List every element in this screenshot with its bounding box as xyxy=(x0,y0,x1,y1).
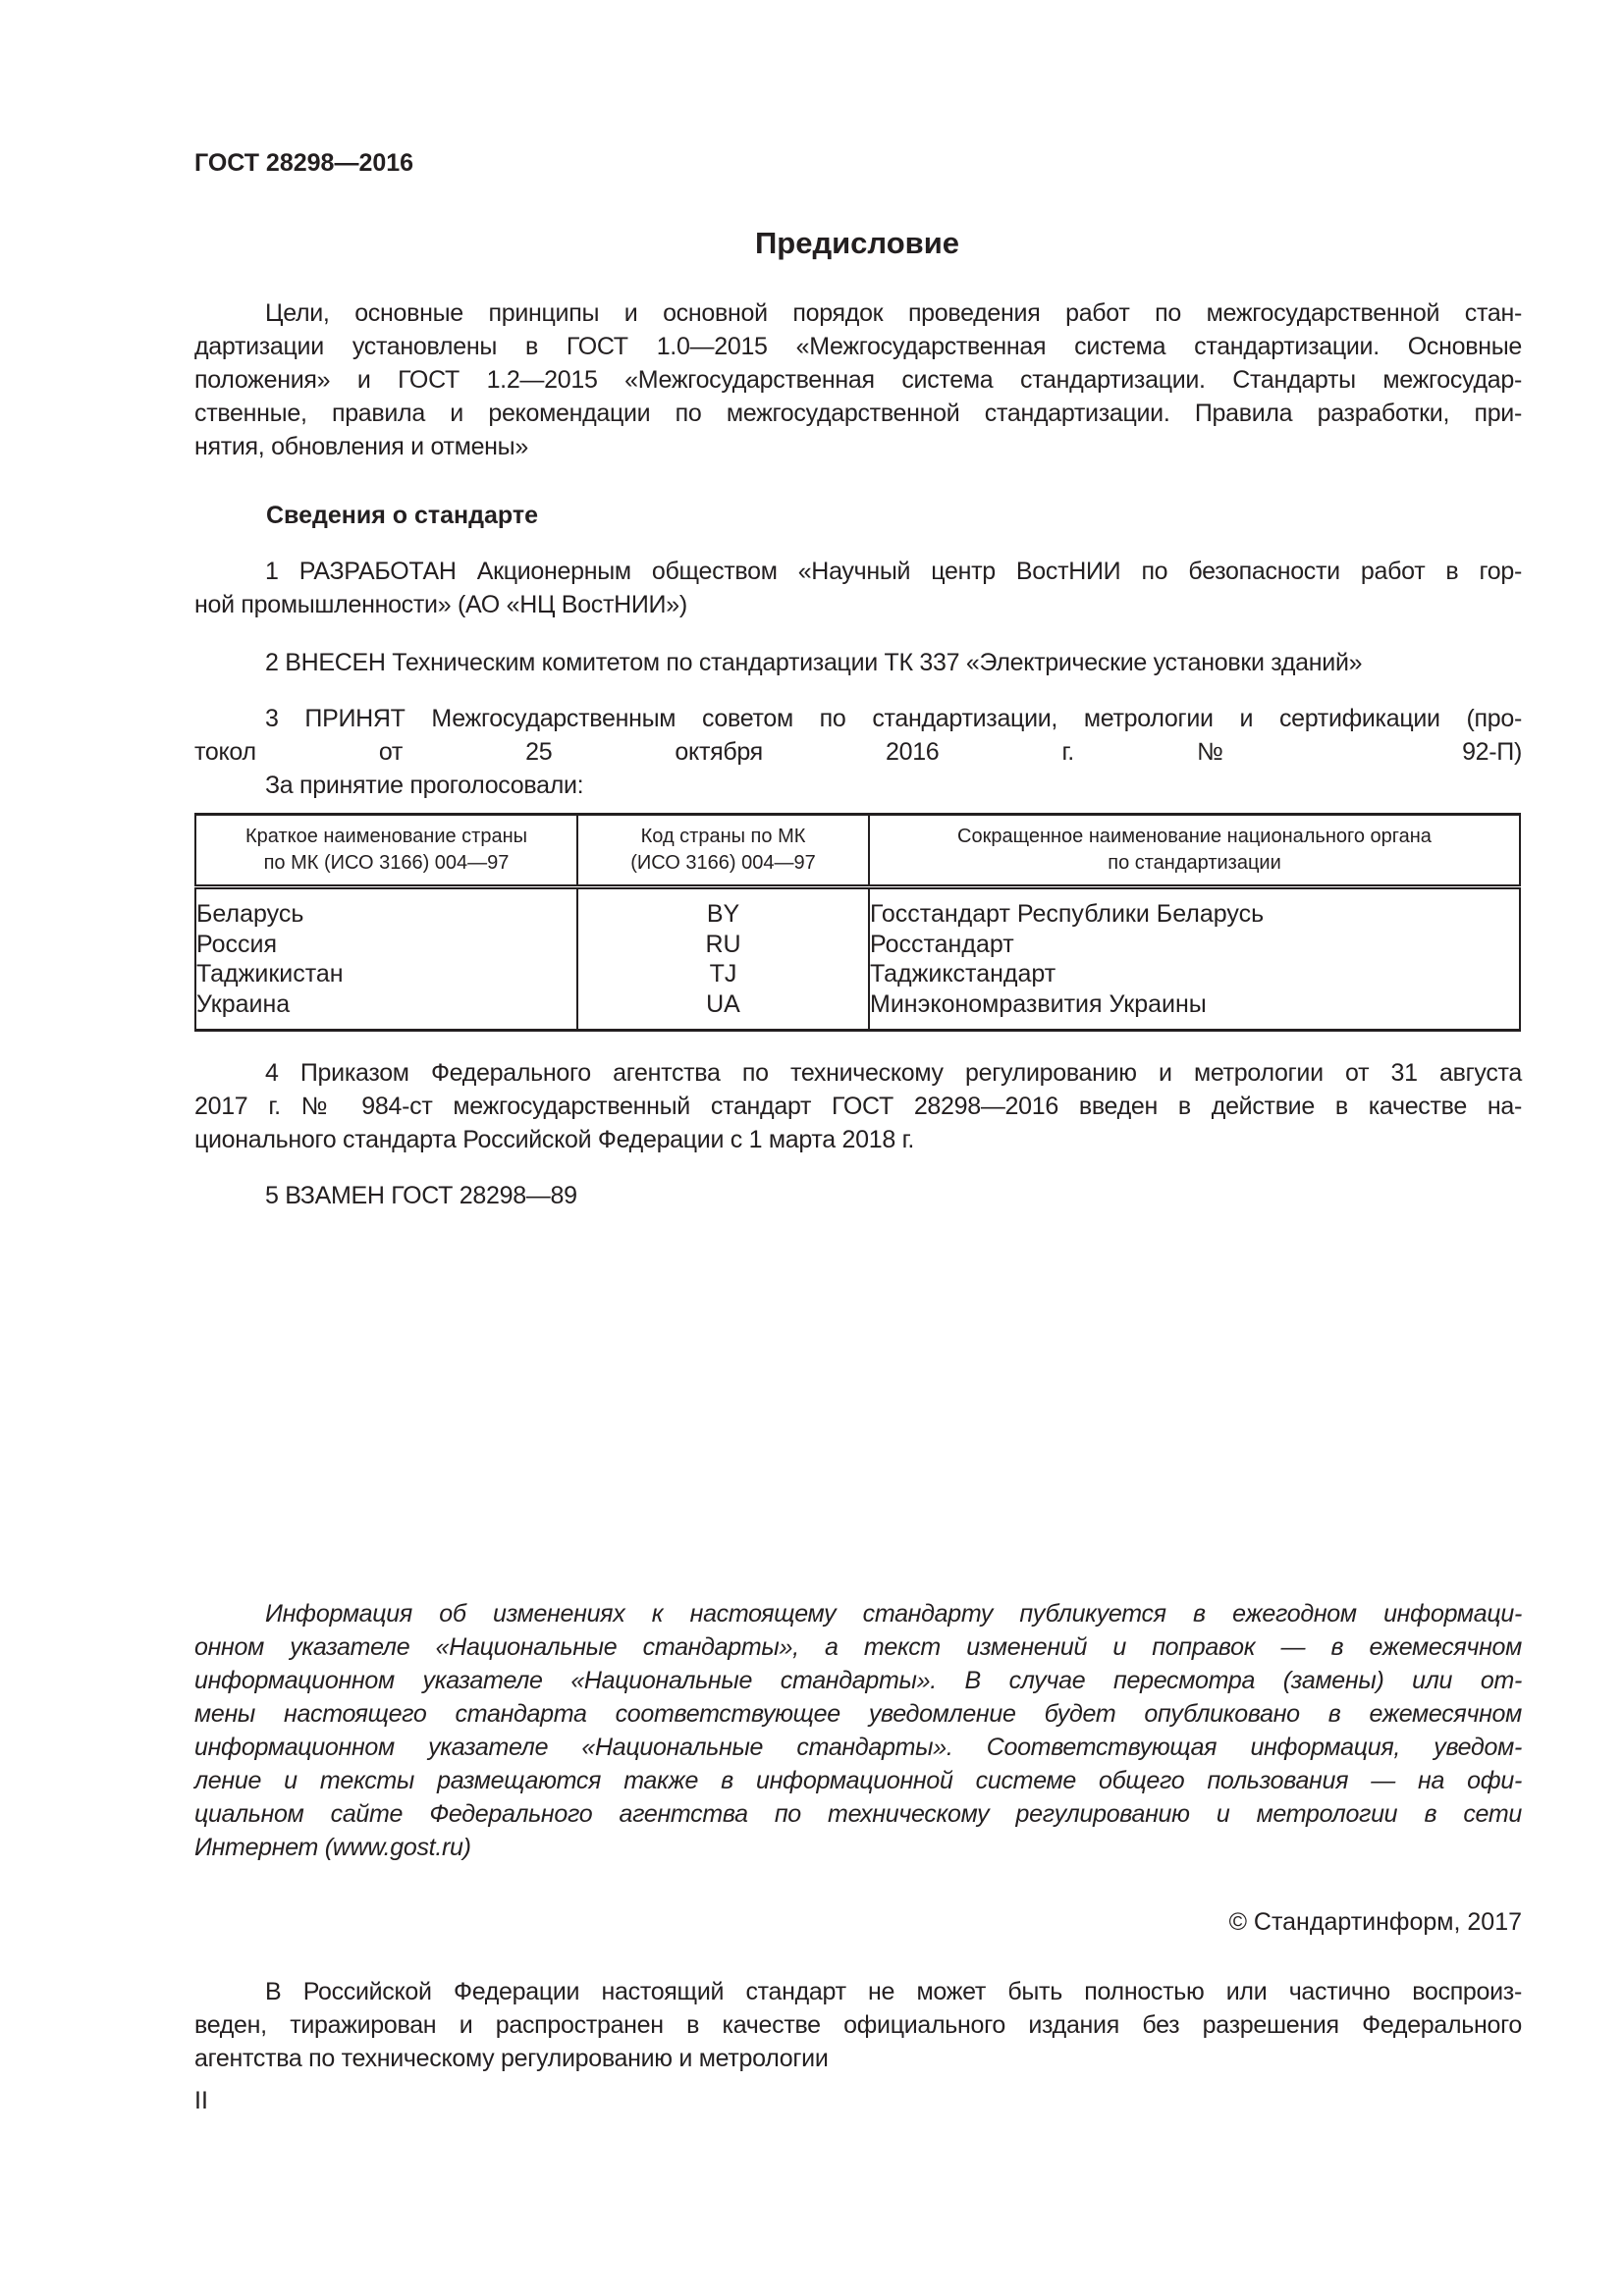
item-adopted xyxy=(194,702,1522,802)
item-introduced xyxy=(194,646,1522,679)
item-replaces xyxy=(194,1179,1522,1212)
text-line: ционального стандарта Российской Федерации с 1 марта 2018 г. xyxy=(194,1126,915,1153)
standards-body-column xyxy=(869,887,1520,1031)
standards-body-name: Таджикстандарт xyxy=(870,960,1056,988)
text-line: информационном указателе «Национальные стандарты». В случае пересмотра (замены) или от- xyxy=(194,1667,1522,1694)
text-line: онном указателе «Национальные стандарты», а текст изменений и поправок — в ежемесячном xyxy=(194,1633,1522,1661)
text-line: 5 ВЗАМЕН ГОСТ 28298—89 xyxy=(265,1182,577,1209)
standards-body-name: Минэкономразвития Украины xyxy=(870,989,1207,1018)
reproduction-note xyxy=(194,1975,1522,2075)
text-line: положения» и ГОСТ 1.2—2015 «Межгосударственная система стандартизации. Стандарты межгосудар- xyxy=(194,366,1522,394)
section-heading: Сведения о стандарте xyxy=(266,502,539,529)
text-line: За принятие проголосовали: xyxy=(265,772,584,799)
item-developed xyxy=(194,555,1522,621)
header-line: Код страны по МК xyxy=(640,826,806,847)
country-code: UA xyxy=(706,989,740,1018)
header-line: Краткое наименование страны xyxy=(244,826,528,847)
standards-body-name: Госстандарт Республики Беларусь xyxy=(870,900,1265,928)
code-column xyxy=(577,887,869,1031)
text-line: 4 Приказом Федерального агентства по техническому регулированию и метрологии от 31 августа xyxy=(265,1059,1522,1087)
country-name: Таджикистан xyxy=(196,960,344,988)
voting-countries-table xyxy=(194,813,1521,1032)
text-line: ственные, правила и рекомендации по межгосударственной стандартизации. Правила разработки, при- xyxy=(194,400,1522,427)
country-code: TJ xyxy=(709,960,737,988)
text-line: дартизации установлены в ГОСТ 1.0—2015 «Межгосударственная система стандартизации. Основные xyxy=(194,333,1522,360)
text-line: Интернет (www.gost.ru) xyxy=(194,1834,471,1861)
country-name: Россия xyxy=(196,930,277,958)
text-line: информационном указателе «Национальные стандарты». Соответствующая информация, уведом- xyxy=(194,1734,1522,1761)
table-body xyxy=(195,887,1520,1031)
document-number-header: ГОСТ 28298—2016 xyxy=(194,149,414,177)
text-line: циальном сайте Федерального агентства по техническому регулированию и метрологии в сети xyxy=(194,1800,1522,1828)
intro-paragraph xyxy=(194,296,1522,463)
standards-body-name: Росстандарт xyxy=(870,930,1014,958)
table-header-row xyxy=(195,815,1520,887)
country-code: BY xyxy=(706,900,740,928)
country-column xyxy=(195,887,577,1031)
text-line: веден, тиражирован и распространен в качестве официального издания без разрешения Федерального xyxy=(194,2011,1522,2039)
header-line: (ИСО 3166) 004—97 xyxy=(630,852,816,874)
item-order xyxy=(194,1056,1522,1156)
header-line: по стандартизации xyxy=(1108,852,1281,874)
header-line: Сокращенное наименование национального органа xyxy=(957,826,1432,847)
changes-note xyxy=(194,1597,1522,1864)
copyright: © Стандартинформ, 2017 xyxy=(1228,1908,1522,1936)
text-line: Информация об изменениях к настоящему стандарту публикуется в ежегодном информаци- xyxy=(265,1600,1522,1628)
country-code: RU xyxy=(705,930,741,958)
header-body xyxy=(869,815,1520,887)
text-line: 3 ПРИНЯТ Межгосударственным советом по стандартизации, метрологии и сертификации (про- xyxy=(265,705,1522,732)
text-line: Цели, основные принципы и основной порядок проведения работ по межгосударственной стан- xyxy=(265,299,1522,327)
country-name: Беларусь xyxy=(196,900,304,928)
text-line: 1 РАЗРАБОТАН Акционерным обществом «Научный центр ВостНИИ по безопасности работ в гор- xyxy=(265,558,1522,585)
text-line: 2 ВНЕСЕН Техническим комитетом по стандартизации ТК 337 «Электрические установки зданий» xyxy=(265,649,1363,676)
country-name: Украина xyxy=(196,989,291,1018)
text-line: ной промышленности» (АО «НЦ ВостНИИ») xyxy=(194,591,687,618)
text-line: нятия, обновления и отмены» xyxy=(194,433,528,460)
text-line: агентства по техническому регулированию и метрологии xyxy=(194,2045,829,2072)
page-title: Предисловие xyxy=(754,226,959,260)
header-line: по МК (ИСО 3166) 004—97 xyxy=(263,852,510,874)
header-code xyxy=(577,815,869,887)
text-line: ление и тексты размещаются также в информационной системе общего пользования — на офи- xyxy=(194,1767,1522,1794)
text-line: токол от 25 октября 2016 г. № 92-П) xyxy=(194,738,1522,766)
page-number: II xyxy=(194,2087,208,2114)
header-country xyxy=(195,815,577,887)
text-line: мены настоящего стандарта соответствующее уведомление будет опубликовано в ежемесячном xyxy=(194,1700,1522,1728)
text-line: 2017 г. № 984-ст межгосударственный стандарт ГОСТ 28298—2016 введен в действие в качестве на- xyxy=(194,1093,1522,1120)
text-line: В Российской Федерации настоящий стандарт не может быть полностью или частично воспроиз- xyxy=(265,1978,1522,2005)
